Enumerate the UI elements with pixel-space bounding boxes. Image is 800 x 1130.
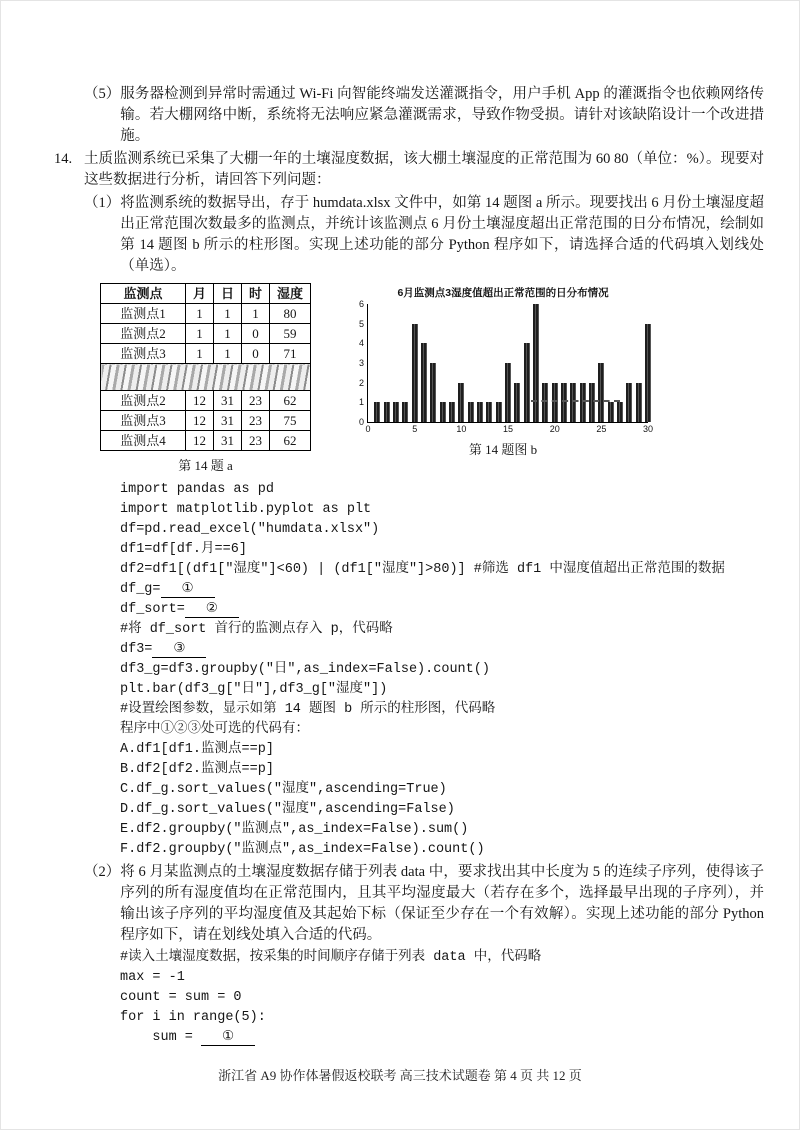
code-line xyxy=(120,640,764,660)
bar xyxy=(384,402,390,422)
table-cell: 62 xyxy=(270,431,311,451)
table-header-row xyxy=(101,284,311,304)
column-header: 日 xyxy=(214,284,242,304)
question-5-number: （5） xyxy=(84,86,121,102)
y-tick-label: 5 xyxy=(359,318,365,329)
code-line xyxy=(120,580,764,600)
code-text: df1=df[df.月==6] xyxy=(120,542,247,557)
bar xyxy=(430,363,436,422)
code-line xyxy=(120,680,764,700)
column-header: 湿度 xyxy=(270,284,311,304)
table-cell: 0 xyxy=(242,344,270,364)
table-cell: 12 xyxy=(186,431,214,451)
fill-in-blank: ① xyxy=(161,582,215,598)
code-text: df2=df1[(df1["湿度"]<60) | (df1["湿度"]>80)] #筛选 df1 中湿度值超出正常范围的数据 xyxy=(120,562,725,577)
humdata-table-figure xyxy=(100,283,311,474)
bar xyxy=(393,402,399,422)
code-text: import pandas as pd xyxy=(120,482,274,497)
page-content xyxy=(54,84,764,1050)
code-line xyxy=(120,760,764,780)
table-cell: 31 xyxy=(214,431,242,451)
code-text: #读入土壤湿度数据，按采集的时间顺序存储于列表 data 中，代码略 xyxy=(120,950,542,965)
x-tick-label: 20 xyxy=(549,424,560,434)
code-text: #将 df_sort 首行的监测点存入 p，代码略 xyxy=(120,622,393,637)
code-line xyxy=(120,948,764,968)
bar xyxy=(524,343,530,422)
code-text: import matplotlib.pyplot as plt xyxy=(120,502,372,517)
y-tick-label: 1 xyxy=(359,397,365,408)
table-row xyxy=(101,411,311,431)
table-cell: 0 xyxy=(242,324,270,344)
code-text: df_sort= xyxy=(120,602,185,617)
column-header: 月 xyxy=(186,284,214,304)
fill-in-blank: ③ xyxy=(152,642,206,658)
humdata-table xyxy=(100,283,311,451)
bar-chart xyxy=(345,285,661,434)
table-cell: 监测点2 xyxy=(101,391,186,411)
code-block-2 xyxy=(120,948,764,1048)
table-cell: 31 xyxy=(214,411,242,431)
column-header: 监测点 xyxy=(101,284,186,304)
code-line xyxy=(120,780,764,800)
table-cell: 监测点1 xyxy=(101,304,186,324)
code-line xyxy=(120,820,764,840)
table-cell: 1 xyxy=(186,324,214,344)
code-text: plt.bar(df3_g["日"],df3_g["湿度"]) xyxy=(120,682,388,697)
bar xyxy=(533,304,539,422)
table-cell: 75 xyxy=(270,411,311,431)
column-header: 时 xyxy=(242,284,270,304)
question-14-number: 14. xyxy=(54,151,73,167)
part2-text: 将 6 月某监测点的土壤湿度数据存储于列表 data 中，要求找出其中长度为 5 的连续子序列，使得该子序列的所有湿度值均在正常范围内，且其平均湿度最大（若存在多个，选择最早出现的子序列），并输出该子序列的平均湿度值及其起始下标（保证至少存在一个有效解）。实现上述功能的部分 Python 程序如下，请在划线处填入合适的代码。 xyxy=(120,864,764,943)
table-cell: 71 xyxy=(270,344,311,364)
bar xyxy=(608,402,614,422)
table-row xyxy=(101,391,311,411)
fill-in-blank: ② xyxy=(185,602,239,618)
bar xyxy=(412,324,418,422)
bar xyxy=(449,402,455,422)
y-tick-label: 6 xyxy=(359,299,365,309)
bar xyxy=(421,343,427,422)
code-line xyxy=(120,740,764,760)
table-cell: 监测点2 xyxy=(101,324,186,344)
table-row xyxy=(101,344,311,364)
bar xyxy=(617,402,623,422)
figures-row xyxy=(100,283,764,474)
question-14 xyxy=(54,149,764,191)
code-text: count = sum = 0 xyxy=(120,990,242,1005)
bar xyxy=(440,402,446,422)
figure-caption: 第 14 题图 b xyxy=(468,442,538,457)
table-caption: 第 14 题 a xyxy=(178,458,233,473)
table-cell: 62 xyxy=(270,391,311,411)
code-line xyxy=(120,500,764,520)
table-cell: 1 xyxy=(242,304,270,324)
question-14-part2 xyxy=(84,862,764,946)
bar xyxy=(598,363,604,422)
code-line xyxy=(120,968,764,988)
question-5-text: 服务器检测到异常时需通过 Wi-Fi 向智能终端发送灌溉指令，用户手机 App 的灌溉指令也依赖网络传输。若大棚网络中断，系统将无法响应紧急灌溉需求，导致作物受损。请针对该缺陷设计一个改进措施。 xyxy=(120,86,764,144)
code-text: C.df_g.sort_values("湿度",ascending=True) xyxy=(120,782,447,797)
table-cell: 监测点3 xyxy=(101,411,186,431)
chart-plot-area xyxy=(359,299,654,434)
table-row xyxy=(101,324,311,344)
x-tick-label: 15 xyxy=(503,424,514,434)
part1-text: 将监测系统的数据导出，存于 humdata.xlsx 文件中，如第 14 题图 a 所示。现要找出 6 月份土壤湿度超出正常范围次数最多的监测点，并统计该监测点 6 月份土壤湿度超出正常范围的日分布情况，绘制如第 14 题图 b 所示的柱形图。实现上述功能的部分 Python 程序如下，请选择合适的代码填入划线处（单选）。 xyxy=(120,195,764,274)
part1-number: （1） xyxy=(84,195,121,211)
question-14-part1 xyxy=(84,193,764,277)
table-cell: 1 xyxy=(186,344,214,364)
bar xyxy=(496,402,502,422)
code-text: A.df1[df1.监测点==p] xyxy=(120,742,274,757)
table-cell: 12 xyxy=(186,411,214,431)
x-tick-label: 0 xyxy=(365,424,371,434)
code-text: sum = xyxy=(120,1030,202,1045)
y-tick-label: 0 xyxy=(359,417,365,427)
code-text: E.df2.groupby("监测点",as_index=False).sum() xyxy=(120,822,469,837)
table-cell: 23 xyxy=(242,431,270,451)
x-tick-label: 5 xyxy=(412,424,418,434)
code-text: for i in range(5): xyxy=(120,1010,266,1025)
fill-in-blank: ① xyxy=(201,1030,255,1046)
bar-chart-figure xyxy=(345,285,661,458)
bar xyxy=(468,402,474,422)
table-cell: 1 xyxy=(214,344,242,364)
table-row xyxy=(101,431,311,451)
bar xyxy=(477,402,483,422)
code-line xyxy=(120,720,764,740)
x-tick-label: 30 xyxy=(643,424,654,434)
x-tick-label: 10 xyxy=(456,424,467,434)
table-cell: 1 xyxy=(214,324,242,344)
part2-number: （2） xyxy=(84,864,121,880)
bar xyxy=(505,363,511,422)
code-text: 程序中①②③处可选的代码有： xyxy=(120,722,309,737)
bar xyxy=(402,402,408,422)
code-text: df3_g=df3.groupby("日",as_index=False).count() xyxy=(120,662,490,677)
code-line xyxy=(120,660,764,680)
chart-title: 6月监测点3湿度值超出正常范围的日分布情况 xyxy=(397,287,609,299)
code-text: df3= xyxy=(120,642,153,657)
bar xyxy=(374,402,380,422)
table-row xyxy=(101,364,311,391)
bar xyxy=(514,383,520,422)
code-line xyxy=(120,600,764,620)
code-line xyxy=(120,840,764,860)
code-line xyxy=(120,520,764,540)
bar xyxy=(626,383,632,422)
table-cell: 59 xyxy=(270,324,311,344)
code-line xyxy=(120,1028,764,1048)
omitted-rows-break xyxy=(101,364,311,391)
table-cell: 80 xyxy=(270,304,311,324)
bar xyxy=(645,324,651,422)
x-tick-label: 25 xyxy=(596,424,607,434)
table-cell: 1 xyxy=(214,304,242,324)
table-cell: 31 xyxy=(214,391,242,411)
bar xyxy=(458,383,464,422)
question-5 xyxy=(84,84,764,147)
code-text: F.df2.groupby("监测点",as_index=False).count() xyxy=(120,842,485,857)
table-cell: 23 xyxy=(242,411,270,431)
page-footer: 浙江省 A9 协作体暑假返校联考 高三技术试题卷 第 4 页 共 12 页 xyxy=(218,1068,582,1083)
code-line xyxy=(120,1008,764,1028)
code-text: B.df2[df2.监测点==p] xyxy=(120,762,274,777)
code-text: #设置绘图参数，显示如第 14 题图 b 所示的柱形图，代码略 xyxy=(120,702,496,717)
table-row xyxy=(101,304,311,324)
code-line xyxy=(120,480,764,500)
code-line xyxy=(120,800,764,820)
code-text: max = -1 xyxy=(120,970,185,985)
code-block-1 xyxy=(120,480,764,860)
code-text: df=pd.read_excel("humdata.xlsx") xyxy=(120,522,380,537)
table-cell: 23 xyxy=(242,391,270,411)
question-14-intro: 土质监测系统已采集了大棚一年的土壤湿度数据，该大棚土壤湿度的正常范围为 60 80（单位：%）。现要对这些数据进行分析，请回答下列问题： xyxy=(84,151,764,188)
bar xyxy=(486,402,492,422)
table-cell: 监测点4 xyxy=(101,431,186,451)
table-cell: 1 xyxy=(186,304,214,324)
code-line xyxy=(120,700,764,720)
table-cell: 监测点3 xyxy=(101,344,186,364)
bar xyxy=(636,383,642,422)
y-tick-label: 2 xyxy=(359,377,365,388)
code-line xyxy=(120,560,764,580)
table-cell: 12 xyxy=(186,391,214,411)
y-tick-label: 4 xyxy=(359,338,365,349)
code-line xyxy=(120,988,764,1008)
y-tick-label: 3 xyxy=(359,358,365,368)
code-line xyxy=(120,540,764,560)
dashed-reference-line xyxy=(531,400,620,402)
code-text: df_g= xyxy=(120,582,161,597)
code-line xyxy=(120,620,764,640)
code-text: D.df_g.sort_values("湿度",ascending=False) xyxy=(120,802,455,817)
